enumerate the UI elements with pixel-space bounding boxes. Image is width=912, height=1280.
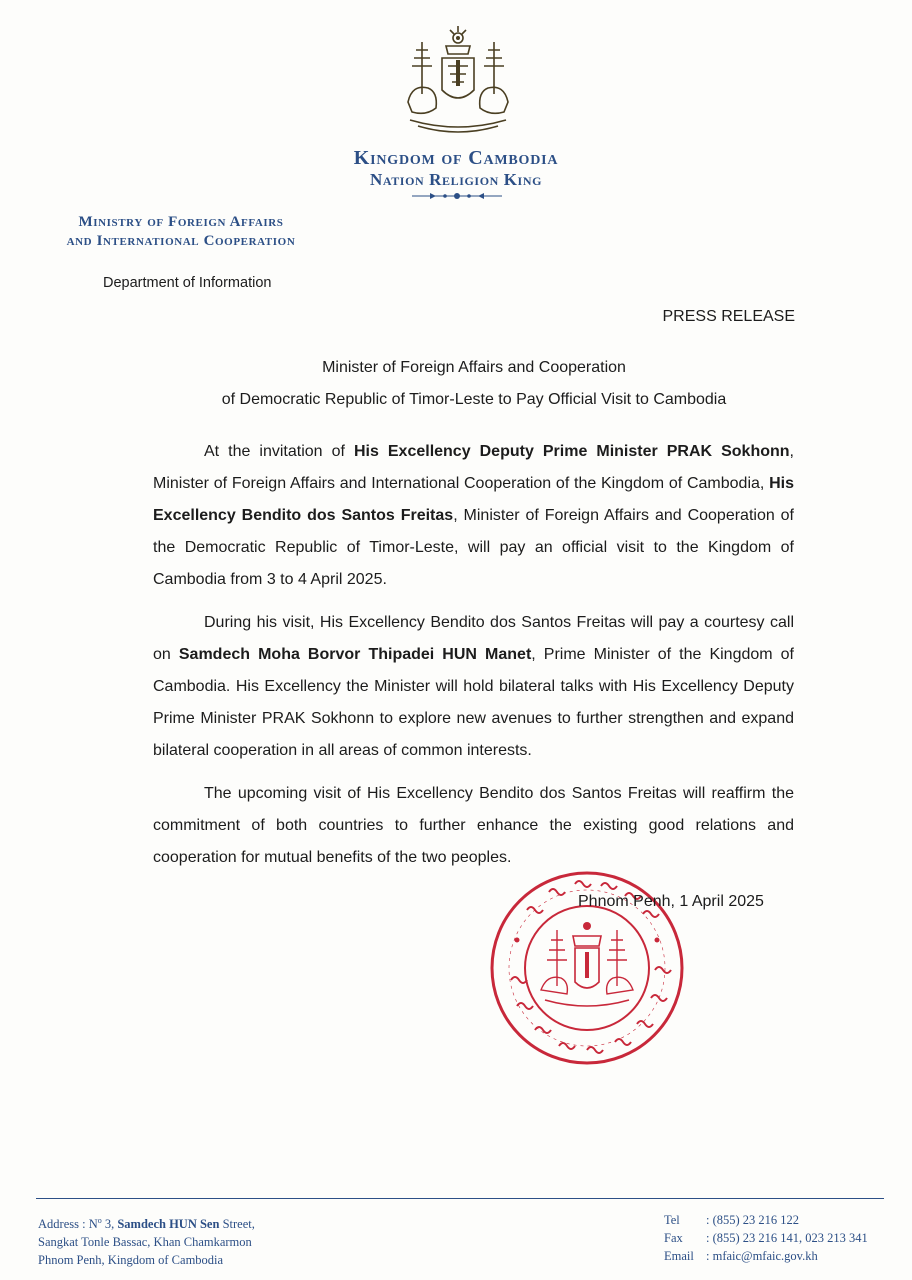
title-line-2: of Democratic Republic of Timor-Leste to Pay Official Visit to Cambodia: [221, 391, 727, 408]
address-street-rest: Street,: [219, 1217, 255, 1232]
kingdom-heading: Kingdom of Cambodia: [353, 147, 559, 169]
address-number: 3,: [101, 1217, 118, 1232]
email-label: Email: [664, 1249, 694, 1263]
address-line-3: Phnom Penh, Kingdom of Cambodia: [38, 1253, 224, 1268]
paragraph-1: [153, 436, 794, 596]
p1-bold-dpm: His Excellency Deputy Prime Minister PRAK Sokhonn: [353, 443, 790, 460]
ministry-name: [36, 213, 326, 251]
paragraph-2: [153, 607, 794, 767]
ministry-line-1: Ministry of Foreign Affairs: [78, 214, 284, 230]
department-label: Department of Information: [103, 275, 272, 291]
address-line-1: [38, 1212, 255, 1233]
p2-bold-pm: Samdech Moha Borvor Thipadei HUN Manet: [178, 646, 532, 663]
footer-divider: [36, 1198, 884, 1199]
footer-contact: [664, 1211, 868, 1265]
fax-label: Fax: [664, 1231, 683, 1245]
footer-address: [38, 1212, 255, 1269]
address-street-bold: Samdech HUN Sen: [117, 1217, 220, 1232]
press-release-label: PRESS RELEASE: [662, 308, 795, 325]
p1-text-a: At the invitation of: [204, 443, 354, 460]
p1-text-c: , Minister of Foreign Affairs and International Cooperation of the Kingdom of Cambodia,: [153, 443, 794, 492]
fax-value: : (855) 23 216 141, 023 213 341: [706, 1231, 868, 1245]
tel-value: : (855) 23 216 122: [706, 1213, 800, 1227]
tel-label: Tel: [664, 1213, 680, 1227]
national-motto: Nation Religion King: [369, 170, 543, 189]
fax-row: [664, 1229, 868, 1247]
p2-text-c: , Prime Minister of the Kingdom of Cambodia. His Excellency the Minister will hold bilateral talks with His Excellency Deputy Prime Minister PRAK Sokhonn to explore new avenues to further strengthen and expand bilateral cooperation in all areas of common interests.: [153, 646, 794, 759]
address-line-2: Sangkat Tonle Bassac, Khan Chamkarmon: [38, 1235, 252, 1250]
email-value[interactable]: : mfaic@mfaic.gov.kh: [706, 1249, 818, 1263]
email-row: [664, 1247, 868, 1265]
title-line-1: Minister of Foreign Affairs and Cooperation: [322, 359, 626, 376]
royal-arms-emblem-icon: [398, 24, 518, 136]
dateline: Phnom Penh, 1 April 2025: [578, 893, 764, 910]
p1-text-e: , Minister of Foreign Affairs and Cooperation of the Democratic Republic of Timor-Leste, will pay an official visit to the Kingdom of Cambodia from 3 to 4 April 2025.: [153, 507, 795, 588]
tel-row: [664, 1211, 868, 1229]
ornament-divider-icon: [412, 190, 502, 202]
paragraph-3: The upcoming visit of His Excellency Bendito dos Santos Freitas will reaffirm the commitment of both countries to further enhance the existing good relations and cooperation for mutual benefits of the two peoples.: [153, 785, 794, 866]
address-sup: o: [97, 1216, 102, 1225]
ministry-line-2: and International Cooperation: [66, 233, 296, 249]
address-label: Address : N: [38, 1217, 98, 1232]
p1-bold-minister: His Excellency Bendito dos Santos Freitas: [153, 475, 794, 524]
p2-text-a: During his visit, His Excellency Bendito dos Santos Freitas will pay a courtesy call on: [153, 614, 794, 663]
